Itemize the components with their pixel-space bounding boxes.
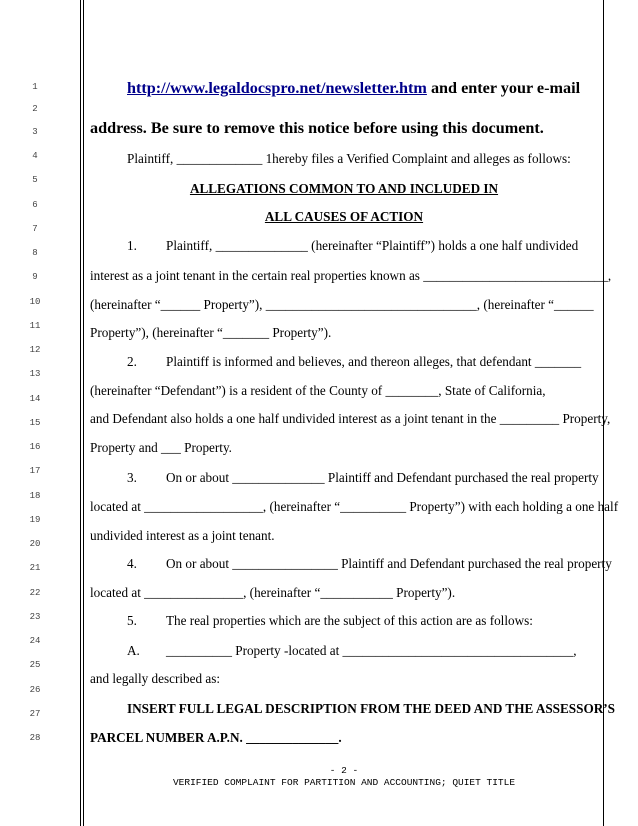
left-margin-rule-outer [80,0,81,826]
line-number: 20 [29,539,41,549]
line-number: 18 [29,491,41,501]
paragraph-text: and Defendant also holds a one half undivided interest as a joint tenant in the _________ Property, [90,411,611,426]
line-number: 4 [32,151,38,161]
line-number: 25 [29,660,41,670]
paragraph-text: Property and ___ Property. [90,440,232,455]
line-number: 1 [32,82,38,92]
line-number: 7 [32,224,38,234]
paragraph-text: located at _______________, (hereinafter “___________ Property”). [90,585,456,600]
notice-line-2: address. Be sure to remove this notice before using this document. [90,119,544,137]
paragraph-text: The real properties which are the subject of this action are as follows: [166,613,533,628]
paragraph-number: 5. [127,613,137,628]
line-number: 8 [32,248,38,258]
insert-instruction: INSERT FULL LEGAL DESCRIPTION FROM THE DEED AND THE ASSESSOR’S [127,701,615,716]
notice-line-1 [127,80,580,96]
page-number: - 2 - [329,765,359,776]
paragraph-number: 4. [127,556,137,571]
line-number: 13 [29,369,41,379]
paragraph-number: 3. [127,470,137,485]
paragraph-number: 2. [127,354,137,369]
paragraph-text: On or about ________________ Plaintiff and Defendant purchased the real property [166,556,612,571]
newsletter-link[interactable]: http://www.legaldocspro.net/newsletter.htm [127,79,427,97]
line-number: 19 [29,515,41,525]
line-number: 23 [29,612,41,622]
line-number: 17 [29,466,41,476]
paragraph-text: located at __________________, (hereinafter “__________ Property”) with each holding a one half [90,499,619,514]
line-number: 2 [32,104,38,114]
paragraph-text: Plaintiff, ______________ (hereinafter “Plaintiff”) holds a one half undivided [166,238,579,253]
paragraph-text: and legally described as: [90,671,220,686]
paragraph-text: Property”), (hereinafter “_______ Property”). [90,325,332,340]
line-number: 27 [29,709,41,719]
paragraph-text: interest as a joint tenant in the certain real properties known as ____________________________, [90,268,612,283]
line-number: 22 [29,588,41,598]
notice-text: and enter your e-mail [426,79,581,97]
section-heading: ALL CAUSES OF ACTION [264,209,424,224]
line-number: 10 [29,297,41,307]
insert-instruction: PARCEL NUMBER A.P.N. ______________. [90,730,342,745]
line-number: 14 [29,394,41,404]
line-number: 26 [29,685,41,695]
line-number: 21 [29,563,41,573]
paragraph-text: (hereinafter “______ Property”), ________________________________, (hereinafter “______ [90,297,594,312]
left-margin-rule-inner [83,0,84,826]
line-number: 5 [32,175,38,185]
line-number: 6 [32,200,38,210]
paragraph-text: Plaintiff is informed and believes, and thereon alleges, that defendant _______ [166,354,582,369]
intro-paragraph: Plaintiff, _____________ 1hereby files a Verified Complaint and alleges as follows: [127,151,571,166]
line-number: 11 [29,321,41,331]
line-number: 15 [29,418,41,428]
paragraph-text: __________ Property -located at ___________________________________, [166,643,577,658]
line-number: 28 [29,733,41,743]
paragraph-number: 1. [127,238,137,253]
paragraph-number: A. [127,643,140,658]
paragraph-text: (hereinafter “Defendant”) is a resident of the County of ________, State of California, [90,383,546,398]
line-number: 16 [29,442,41,452]
line-number: 3 [32,127,38,137]
section-heading: ALLEGATIONS COMMON TO AND INCLUDED IN [189,181,499,196]
line-number: 24 [29,636,41,646]
paragraph-text: On or about ______________ Plaintiff and Defendant purchased the real property [166,470,599,485]
line-number: 12 [29,345,41,355]
line-number: 9 [32,272,38,282]
footer-title: VERIFIED COMPLAINT FOR PARTITION AND ACCOUNTING; QUIET TITLE [172,777,516,788]
paragraph-text: undivided interest as a joint tenant. [90,528,275,543]
